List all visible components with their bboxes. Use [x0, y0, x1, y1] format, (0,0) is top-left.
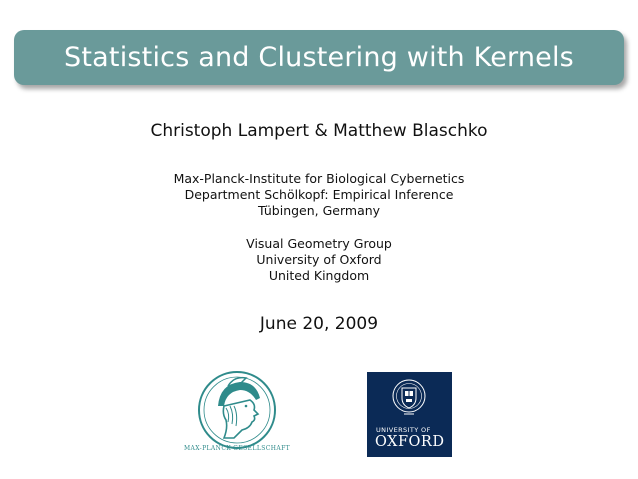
slide-title: Statistics and Clustering with Kernels [64, 42, 574, 73]
affiliation-line: Department Schölkopf: Empirical Inference [184, 187, 454, 202]
affiliation-oxford [0, 236, 638, 284]
mpg-logo-label: MAX-PLANCK-GESELLSCHAFT [183, 445, 291, 452]
oxford-logo [367, 372, 452, 457]
oxford-logo-label-small: UNIVERSITY OF [376, 426, 431, 434]
affiliation-line: Max-Planck-Institute for Biological Cybernetics [173, 171, 465, 186]
affiliation-line: University of Oxford [256, 252, 382, 267]
affiliation-line: Tübingen, Germany [257, 203, 381, 218]
affiliation-mpi [0, 171, 638, 219]
presentation-date: June 20, 2009 [259, 314, 379, 334]
authors: Christoph Lampert & Matthew Blaschko [150, 121, 488, 141]
affiliation-line: United Kingdom [268, 268, 370, 283]
oxford-logo-label-large: OXFORD [375, 434, 445, 450]
oxford-crest-icon [391, 378, 427, 418]
title-bar [14, 30, 624, 85]
affiliation-line: Visual Geometry Group [246, 236, 392, 251]
